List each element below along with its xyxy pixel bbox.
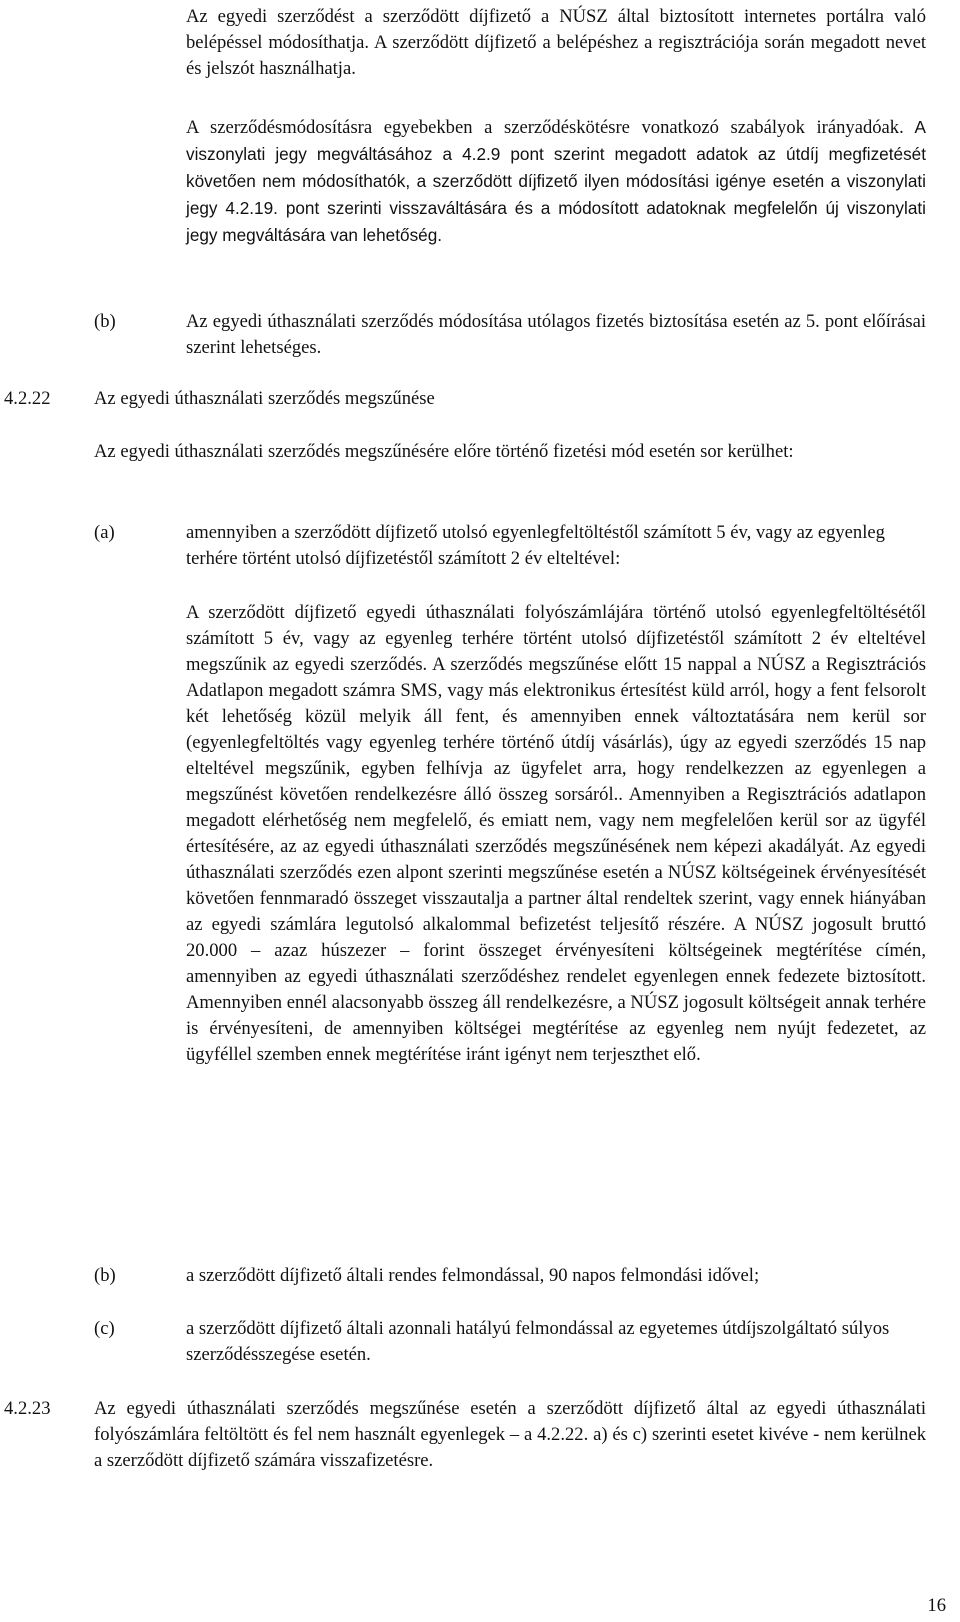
- section-4-2-22-item-b-label: (b): [94, 1265, 116, 1286]
- section-4-2-22-number: 4.2.22: [4, 388, 51, 409]
- item-b-text: Az egyedi úthasználati szerződés módosítása utólagos fizetés biztosítása esetén az 5. pont előírásai szerint lehetséges.: [186, 311, 926, 358]
- section-4-2-22-item-a-label: (a): [94, 522, 115, 543]
- modification-rules-text-serif: A szerződésmódosításra egyebekben a szerződéskötésre vonatkozó szabályok irányadóak.: [186, 117, 904, 138]
- item-b-label: (b): [94, 311, 116, 332]
- section-4-2-22-item-c-text: a szerződött díjfizető általi azonnali hatályú felmondással az egyetemes útdíjszolgáltató súlyos szerződésszegése esetén.: [186, 1318, 890, 1365]
- section-4-2-22-item-a-detail: A szerződött díjfizető egyedi úthasználati folyószámlájára történő utolsó egyenlegfeltöltésétől számított 5 év, vagy az egyenleg terhére történt utolsó díjfizetéstől számított 2 év elteltével megszűnik az egyedi szerződés. A szerződés megszűnése előtt 15 nappal a NÚSZ a Regisztrációs Adatlapon megadott számra SMS, vagy más elektronikus értesítést küld arról, hogy a fent felsorolt két lehetőség közül melyik áll fent, és amennyiben ennek változtatására nem kerül sor (egyenlegfeltöltés vagy egyenleg terhére történő útdíj vásárlás), úgy az egyedi szerződés 15 nap elteltével megszűnik, egyben felhívja az ügyfelet arra, hogy rendelkezzen az egyenlegen a megszűnést követően rendelkezésre álló összeg sorsáról.. Amennyiben a Regisztrációs adatlapon megadott elérhetőség nem megfelelő, és emiatt nem, vagy nem megfelelően kerül sor az ügyfél értesítésére, az az egyedi úthasználati szerződés megszűnésének nem képezi akadályát. Az egyedi úthasználati szerződés ezen alpont szerinti megszűnése esetén a NÚSZ költségeinek érvényesítését követően fennmaradó összeget visszautalja a partner által rendeltek szerint, vagy ennek hiányában az egyedi számlára legutolsó alkalommal befizetést teljesítő részére. A NÚSZ jogosult bruttó 20.000 – azaz húszezer – forint összeget érvényesíteni költségeinek megtérítése címén, amennyiben az egyedi úthasználati szerződéshez rendelet egyenlegen ennek fedezete biztosított. Amennyiben ennél alacsonyabb összeg áll rendelkezésre, a NÚSZ jogosult költségeit annak terhére is érvényesíteni, de amennyiben költségei megtérítése az egyenleg nem nyújt fedezetet, az ügyféllel szemben ennek megtérítése iránt igényt nem terjeszthet elő.: [186, 602, 926, 1065]
- section-4-2-22-item-c-label: (c): [94, 1318, 115, 1339]
- section-4-2-22-item-b-text: a szerződött díjfizető általi rendes felmondással, 90 napos felmondási idővel;: [186, 1265, 760, 1286]
- page-number: 16: [927, 1595, 946, 1616]
- section-4-2-23-text: Az egyedi úthasználati szerződés megszűnése esetén a szerződött díjfizető által az egyedi úthasználati folyószámlára feltöltött és fel nem használt egyenlegek – a 4.2.22. a) és c) szerinti esetet kivéve - nem kerülnek a szerződött díjfizető számára visszafizetésre.: [94, 1398, 926, 1471]
- modification-rules-paragraph: [186, 114, 926, 249]
- intro-paragraph: Az egyedi szerződést a szerződött díjfizető a NÚSZ által biztosított internetes portálra való belépéssel módosíthatja. A szerződött díjfizető a belépéshez a regisztrációja során megadott nevet és jelszót használhatja.: [186, 6, 926, 79]
- section-4-2-22-item-a-text: amennyiben a szerződött díjfizető utolsó egyenlegfeltöltéstől számított 5 év, vagy az egyenleg terhére történt utolsó díjfizetéstől számított 2 év elteltével:: [186, 522, 885, 569]
- section-4-2-22-title: Az egyedi úthasználati szerződés megszűnése: [94, 388, 435, 409]
- section-4-2-23-number: 4.2.23: [4, 1398, 51, 1419]
- modification-rules-text-sans: A viszonylati jegy megváltásához a 4.2.9 pont szerint megadott adatok az útdíj megfizetését követően nem módosíthatók, a szerződött díjfizető ilyen módosítási igénye esetén a viszonylati jegy 4.2.19. pont szerinti visszaváltására és a módosított adatoknak megfelelőn új viszonylati jegy megváltására van lehetőség.: [186, 117, 927, 245]
- section-4-2-22-intro: Az egyedi úthasználati szerződés megszűnésére előre történő fizetési mód esetén sor kerülhet:: [94, 441, 794, 462]
